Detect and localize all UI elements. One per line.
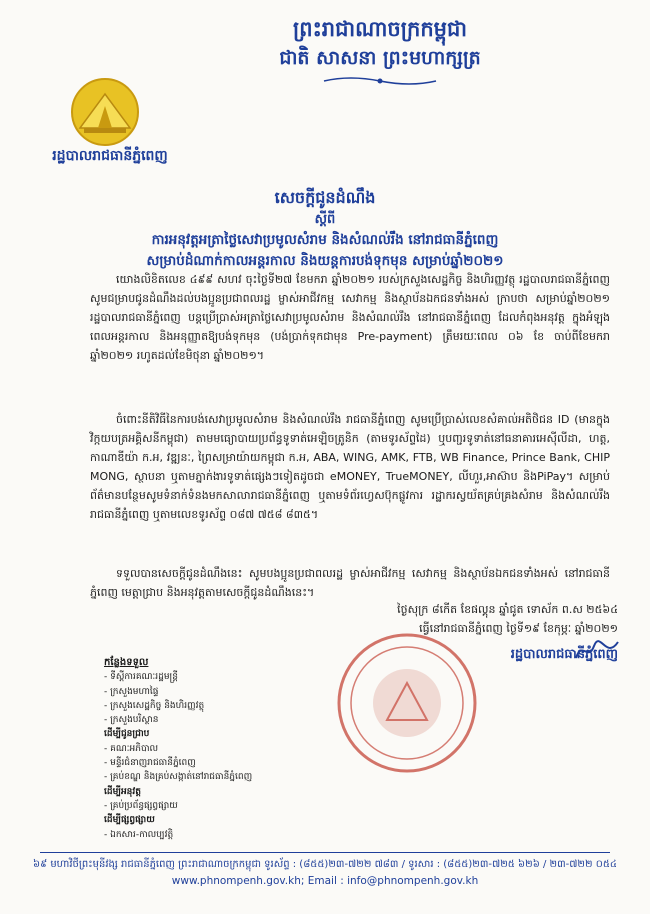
notice-about: ស្តីពី bbox=[314, 212, 336, 227]
phnom-penh-emblem-icon bbox=[60, 76, 150, 148]
issuing-authority: រដ្ឋបាលរាជធានីភ្នំពេញ bbox=[52, 148, 168, 164]
recipient-item: - ក្រសួងមហាផ្ទៃ bbox=[104, 685, 344, 699]
notice-subject-line-1: ការអនុវត្តអត្រាថ្លៃសេវាប្រមូលសំរាម និងសំណល់រឹង នៅរាជធានីភ្នំពេញ bbox=[151, 232, 499, 248]
lunar-date: ថ្ងៃសុក្រ ៨កើត ខែផល្គុន ឆ្នាំជូត ទោស័ក ព.ស ២៥៦៤ bbox=[397, 603, 618, 616]
recipient-item: - ក្រសួងបរិស្ថាន bbox=[104, 713, 344, 727]
solar-date: ធ្វើនៅរាជធានីភ្នំពេញ ថ្ងៃទី១៩ ខែកុម្ភៈ ឆ្នាំ២០២១ bbox=[419, 622, 618, 635]
paragraph-3-text: ទទួលបានសេចក្តីជូនដំណឹងនេះ សូមបងប្អូនប្រជាពលរដ្ឋ ម្ចាស់អាជីវកម្ម សេវាកម្ម និងស្ថាប័នឯកជនទាំងអស់ នៅរាជធានីភ្នំពេញ មេត្តាជ្រាប និងអនុវត្តតាមសេចក្តីជូនដំណឹងនេះ។ bbox=[90, 567, 610, 599]
recipient-item: - គ្រប់ប្រព័ន្ធផ្សព្វផ្សាយ bbox=[104, 799, 344, 813]
recipients-heading: កន្លែងទទួល bbox=[104, 657, 149, 668]
recipient-item: - ក្រសួងសេដ្ឋកិច្ច និងហិរញ្ញវត្ថុ bbox=[104, 699, 344, 713]
footer-web-email: www.phnompenh.gov.kh; Email : info@phnompenh.gov.kh bbox=[171, 875, 479, 887]
paragraph-closing bbox=[90, 564, 610, 602]
paragraph-payment-procedure bbox=[90, 410, 610, 524]
footer-address: ៦៩ មហាវិថីព្រះមុនីវង្ស រាជធានីភ្នំពេញ ព្រះរាជាណាចក្រកម្ពុជា ទូរស័ព្ទ : (៨៥៥)២៣-៧២២ ៧៨៣ / ទូរសារ : (៨៥៥)២៣-៧២៥ ៦២៦ / ២៣-៧២២ ០៥៤ bbox=[33, 859, 617, 870]
recipient-item: - ឯកសារ-កាលប្បវត្តិ bbox=[104, 828, 344, 842]
kingdom-title: ព្រះរាជាណាចក្រកម្ពុជា bbox=[292, 17, 467, 41]
letterhead bbox=[150, 14, 610, 88]
recipient-purpose: ដើម្បីជូនជ្រាប bbox=[104, 729, 150, 740]
national-motto: ជាតិ សាសនា ព្រះមហាក្សត្រ bbox=[279, 47, 481, 69]
recipients-list bbox=[104, 656, 344, 842]
paragraph-2-text: ចំពោះនីតិវិធីនៃការបង់សេវាប្រមូលសំរាម និងសំណល់រឹង រាជធានីភ្នំពេញ សូមប្រើប្រាស់លេខសំគាល់អតិថិជន ID (មានក្នុងវិក្កយបត្រអគ្គិសនីកម្ពុជា) តាមមធ្យោបាយប្រព័ន្ធទូទាត់អេឡិចត្រូនិក (តាមទូរស័ព្ទដៃ) ឬបញ្ជរទូទាត់នៅធនាគារអេស៊ីលីដា, ហត្ត, កាណាឌីយ៉ា ក.អ, វឌ្ឍនៈ, ព្រៃសម្រាយ៉ាយកម្ពុជា ក.អ, ABA, WING, AMK, FTB, WB Finance, Prince Bank, CHIP MONG, ស្ថាបនា ឬតាមភ្នាក់ងារទូទាត់ផ្សេងៗទៀតដូចជា eMONEY, TrueMONEY, លីហួរ,អាស៊ាប និងPiPay។ សម្រាប់ព័ត៌មានបន្ថែមសូមទំនាក់ទំនងមកសាលារាជធានីភ្នំពេញ ឬតាមទំព័រហ្វេសប៊ុកផ្លូវការ រដ្ឋាករស្វយ័តគ្រប់គ្រងសំរាម និងសំណល់រឹង រាជធានីភ្នំពេញ ឬតាមលេខទូរស័ព្ទ ០៨៧ ៧៥៨ ៨៣៥។ bbox=[90, 413, 610, 521]
notice-subject-line-2: សម្រាប់ដំណាក់កាលអន្តរកាល និងយន្តការបង់ទុកមុន សម្រាប់ឆ្នាំ២០២១ bbox=[146, 253, 504, 269]
recipient-item: - មន្ទីរជំនាញរាជធានីភ្នំពេញ bbox=[104, 756, 344, 770]
signing-authority: រដ្ឋបាលរាជធានីភ្នំពេញ bbox=[510, 647, 618, 662]
recipient-item: - ទីស្តីការគណៈរដ្ឋមន្ត្រី bbox=[104, 670, 344, 684]
ornament-divider bbox=[320, 74, 440, 88]
notice-heading: សេចក្តីជូនដំណឹង bbox=[274, 188, 376, 207]
recipient-purpose: ដើម្បីផ្សព្វផ្សាយ bbox=[104, 815, 155, 826]
notice-titles bbox=[20, 186, 630, 272]
handwritten-signature-icon bbox=[572, 636, 622, 666]
recipient-item: - គ្រប់ខណ្ឌ និងគ្រប់សង្កាត់នៅរាជធានីភ្នំពេញ bbox=[104, 770, 344, 784]
recipient-item: - គណៈអភិបាល bbox=[104, 742, 344, 756]
recipient-purpose: ដើម្បីអនុវត្ត bbox=[104, 786, 141, 797]
footer bbox=[30, 856, 620, 890]
paragraph-reference bbox=[90, 270, 610, 365]
paragraph-1-text: យោងលិខិតលេខ ៤៩៩ សហវ ចុះថ្ងៃទី២៧ ខែមករា ឆ្នាំ២០២១ របស់ក្រសួងសេដ្ឋកិច្ច និងហិរញ្ញវត្ថុ រដ្ឋបាលរាជធានីភ្នំពេញ សូមជម្រាបជូនដំណឹងដល់បងប្អូនប្រជាពលរដ្ឋ ម្ចាស់អាជីវកម្ម សេវាកម្ម និងស្ថាប័នឯកជនទាំងអស់ ក្រាបថា សម្រាប់ឆ្នាំ២០២១ រដ្ឋបាលរាជធានីភ្នំពេញ បន្តប្រើប្រាស់អត្រាថ្លៃសេវាប្រមូលសំរាម និងសំណល់រឹង នៅរាជធានីភ្នំពេញ ដែលកំពុងអនុវត្ត ក្នុងអំឡុងពេលអន្តរកាល និងអនុញ្ញាតឱ្យបង់ទុកមុន (បង់ប្រាក់ទុកជាមុន Pre-payment) ត្រឹមរយៈពេល ០៦ ខែ ចាប់ពីខែមករា ឆ្នាំ២០២១ រហូតដល់ខែមិថុនា ឆ្នាំ២០២១។ bbox=[90, 273, 610, 362]
footer-divider bbox=[40, 852, 610, 853]
